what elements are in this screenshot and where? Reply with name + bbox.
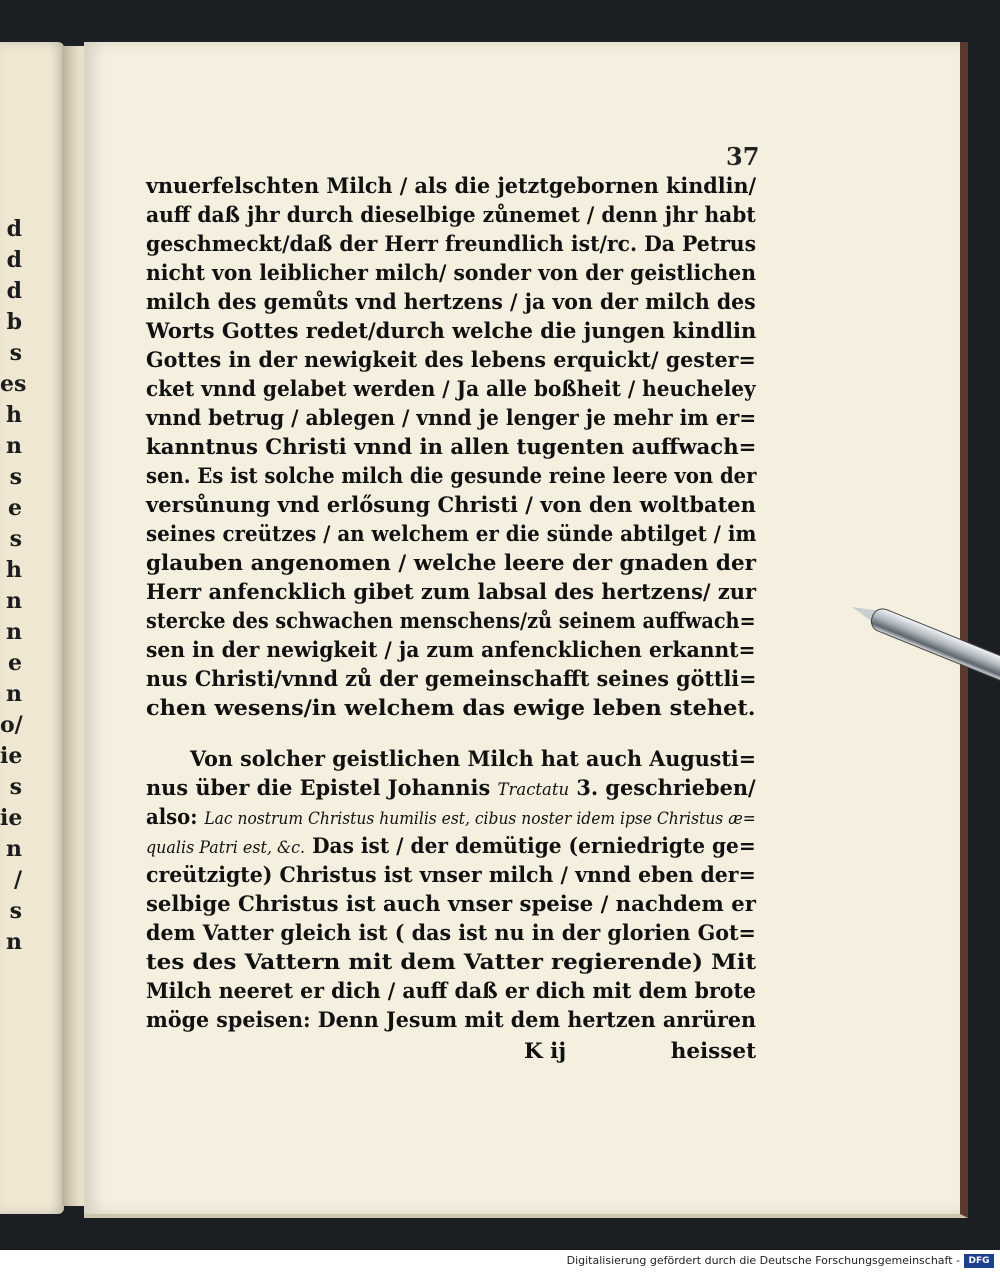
- left-page-fragment: ie: [0, 743, 23, 769]
- text-line: [146, 230, 756, 259]
- line-segment: also:: [146, 805, 205, 830]
- dfg-logo: DFG: [964, 1254, 994, 1268]
- text-line: [146, 665, 756, 694]
- line-text: chen wesens/in welchem das ewige leben stehet.: [146, 696, 756, 721]
- left-page-fragment: d: [6, 247, 22, 273]
- left-page-fragment: o/: [0, 712, 23, 738]
- line-text: glauben angenomen / welche leere der gnaden der: [146, 551, 756, 576]
- text-line: [146, 404, 756, 433]
- left-page-fragment: /: [13, 867, 22, 893]
- text-line: [146, 803, 756, 832]
- line-text: vnuerfelschten Milch / als die jetztgebornen kindlin/: [146, 174, 757, 199]
- left-page-text-fragments: [0, 216, 27, 955]
- line-text: nus Christi/vnnd zů der gemeinschafft seines göttli=: [146, 667, 757, 692]
- line-text: selbige Christus ist auch vnser speise / nachdem er: [146, 892, 756, 917]
- left-page-fragment: s: [9, 340, 22, 366]
- text-line: [146, 890, 756, 919]
- left-page-fragment: n: [6, 433, 22, 459]
- line-text: sen in der newigkeit / ja zum anfencklichen erkannt=: [146, 638, 756, 663]
- text-line: [146, 607, 756, 636]
- text-line: [146, 201, 756, 230]
- left-page-fragment: e: [8, 495, 22, 521]
- left-page-fragment: h: [6, 402, 22, 428]
- text-line: [146, 578, 756, 607]
- text-line: [146, 774, 756, 803]
- text-line: [146, 694, 756, 723]
- left-page-fragment: ie: [0, 805, 23, 831]
- line-segment: nus über die Epistel Johannis: [146, 776, 498, 801]
- line-text: [146, 832, 756, 861]
- left-page-fragment: s: [9, 774, 22, 800]
- line-text: [146, 774, 756, 803]
- text-line: [146, 491, 756, 520]
- left-page-fragment: n: [6, 929, 22, 955]
- text-line: [146, 919, 756, 948]
- left-page-fragment: e: [8, 650, 22, 676]
- latin-segment: Tractatu: [497, 780, 570, 800]
- catchword: heisset: [670, 1039, 756, 1064]
- signature-line: [146, 1037, 756, 1067]
- paragraph-gap: [146, 723, 756, 745]
- line-text: nicht von leiblicher milch/ sonder von der geistlichen: [146, 261, 756, 286]
- line-text: Gottes in der newigkeit des lebens erquickt/ gester=: [146, 348, 756, 373]
- line-text: Herr anfencklich gibet zum labsal des hertzens/ zur: [146, 580, 757, 605]
- left-page-fragment: b: [6, 309, 22, 335]
- text-line: [146, 433, 756, 462]
- line-text: creützigte) Christus ist vnser milch / vnnd eben der=: [146, 863, 756, 888]
- paragraph-2-rest: [146, 861, 756, 1035]
- main-text-block: [146, 172, 756, 1067]
- line-text: sen. Es ist solche milch die gesunde reine leere von der: [146, 464, 757, 489]
- line-segment: Das ist / der demütige (erniedrigte ge=: [305, 834, 756, 859]
- line-text: tes des Vattern mit dem Vatter regierende) Mit: [146, 950, 757, 975]
- paragraph-2: [146, 745, 756, 1067]
- line-text: Milch neeret er dich / auff daß er dich mit dem brote: [146, 979, 756, 1004]
- left-page-fragment: n: [6, 836, 22, 862]
- text-line: [146, 832, 756, 861]
- funding-credit: Digitalisierung gefördert durch die Deutsche Forschungsgemeinschaft -: [566, 1254, 960, 1267]
- left-page-fragment: d: [6, 216, 22, 242]
- line-text: [146, 803, 756, 832]
- line-text: kanntnus Christi vnnd in allen tugenten auffwach=: [146, 435, 757, 460]
- text-line: [146, 172, 756, 201]
- text-line: [146, 317, 756, 346]
- left-page-fragment: s: [9, 526, 22, 552]
- page-number: 37: [726, 142, 760, 171]
- latin-segment: Lac nostrum Christus humilis est, cibus noster idem ipse Christus æ=: [204, 809, 756, 829]
- text-line: [146, 861, 756, 890]
- text-line: [146, 1006, 756, 1035]
- line-text: Von solcher geistlichen Milch hat auch Augusti=: [190, 747, 757, 772]
- text-line: [146, 259, 756, 288]
- signature-mark: K ij: [524, 1039, 567, 1064]
- text-line: [146, 520, 756, 549]
- left-page-fragment: d: [6, 278, 22, 304]
- line-text: stercke des schwachen menschens/zů seinem auffwach=: [146, 609, 756, 634]
- text-line: [146, 375, 756, 404]
- text-line: [146, 977, 756, 1006]
- left-page: [0, 42, 64, 1214]
- left-page-fragment: es: [0, 371, 27, 397]
- footer-bar: [0, 1250, 1000, 1273]
- left-page-fragment: h: [6, 557, 22, 583]
- text-line: [146, 346, 756, 375]
- text-line: [146, 549, 756, 578]
- text-line: [146, 948, 756, 977]
- line-segment: 3. geschrieben/: [569, 776, 756, 801]
- line-text: versůnung vnd erlősung Christi / von den woltbaten: [146, 493, 756, 518]
- line-text: auff daß jhr durch dieselbige zůnemet / denn jhr habt: [146, 203, 756, 228]
- text-line: [146, 745, 756, 774]
- line-text: möge speisen: Denn Jesum mit dem hertzen anrüren: [146, 1008, 757, 1033]
- paragraph-1: [146, 172, 756, 723]
- line-text: cket vnnd gelabet werden / Ja alle boßheit / heucheley: [146, 377, 756, 402]
- line-text: seines creützes / an welchem er die sünde abtilget / im: [146, 522, 757, 547]
- line-text: milch des gemůts vnd hertzens / ja von der milch des: [146, 290, 756, 315]
- line-text: Worts Gottes redet/durch welche die jungen kindlin: [146, 319, 757, 344]
- latin-segment: qualis Patri est, &c.: [146, 838, 306, 858]
- text-line: [146, 462, 756, 491]
- line-text: dem Vatter gleich ist ( das ist nu in der glorien Got=: [146, 921, 756, 946]
- left-page-fragment: n: [6, 619, 22, 645]
- left-page-fragment: n: [6, 588, 22, 614]
- left-page-fragment: n: [6, 681, 22, 707]
- left-page-fragment: s: [9, 464, 22, 490]
- line-text: vnnd betrug / ablegen / vnnd je lenger je mehr im er=: [146, 406, 757, 431]
- text-line: [146, 636, 756, 665]
- left-page-fragment: s: [9, 898, 22, 924]
- line-text: geschmeckt/daß der Herr freundlich ist/rc. Da Petrus: [146, 232, 757, 257]
- text-line: [146, 288, 756, 317]
